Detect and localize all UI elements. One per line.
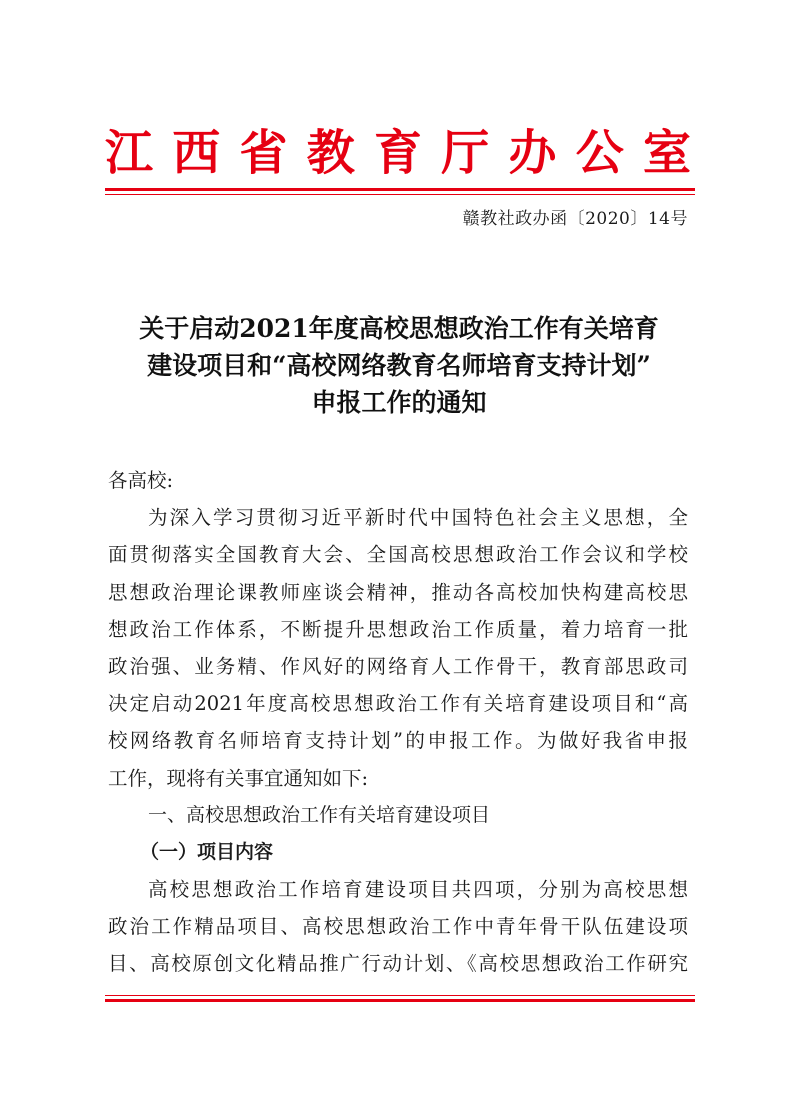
notice-title-line: 建设项目和“高校网络教育名师培育支持计划” <box>147 351 651 380</box>
paragraph-line: 工作，现将有关事宜通知如下: <box>108 766 369 790</box>
notice-title-line: 关于启动2021年度高校思想政治工作有关培育 <box>139 314 659 343</box>
footer-red-rule-thin <box>105 995 695 996</box>
paragraph-line: 政治强、业务精、作风好的网络育人工作骨干，教育部思政司 <box>108 654 688 678</box>
header-red-rule-thick <box>105 188 695 191</box>
notice-title-line: 申报工作的通知 <box>311 388 487 417</box>
notice-title <box>105 310 693 421</box>
subsection-heading: （一）项目内容 <box>140 840 274 863</box>
paragraph-line: 目、高校原创文化精品推广行动计划、《高校思想政治工作研究 <box>108 952 688 976</box>
paragraph-line: 政治工作精品项目、高校思想政治工作中青年骨干队伍建设项 <box>108 915 688 939</box>
footer-red-rule-thick <box>105 999 695 1002</box>
paragraph-line: 校网络教育名师培育支持计划”的申报工作。为做好我省申报 <box>108 729 688 753</box>
paragraph-line: 决定启动2021年度高校思想政治工作有关培育建设项目和“高 <box>108 692 688 716</box>
notice-body <box>108 462 688 983</box>
issuing-organization-title: 江西省教育厅办公室 <box>105 125 691 181</box>
header-red-rule-thin <box>105 194 695 195</box>
document-number: 赣教社政办函〔2020〕14号 <box>462 209 688 229</box>
paragraph-line: 思想政治理论课教师座谈会精神，推动各高校加快构建高校思 <box>108 580 688 604</box>
paragraph-line: 为深入学习贯彻习近平新时代中国特色社会主义思想，全 <box>148 506 688 530</box>
paragraph-line: 面贯彻落实全国教育大会、全国高校思想政治工作会议和学校 <box>108 543 688 567</box>
paragraph-line: 想政治工作体系，不断提升思想政治工作质量，着力培育一批 <box>108 617 688 641</box>
salutation: 各高校: <box>108 469 174 492</box>
section-heading: 一、高校思想政治工作有关培育建设项目 <box>148 803 491 826</box>
paragraph-line: 高校思想政治工作培育建设项目共四项，分别为高校思想 <box>148 878 688 902</box>
